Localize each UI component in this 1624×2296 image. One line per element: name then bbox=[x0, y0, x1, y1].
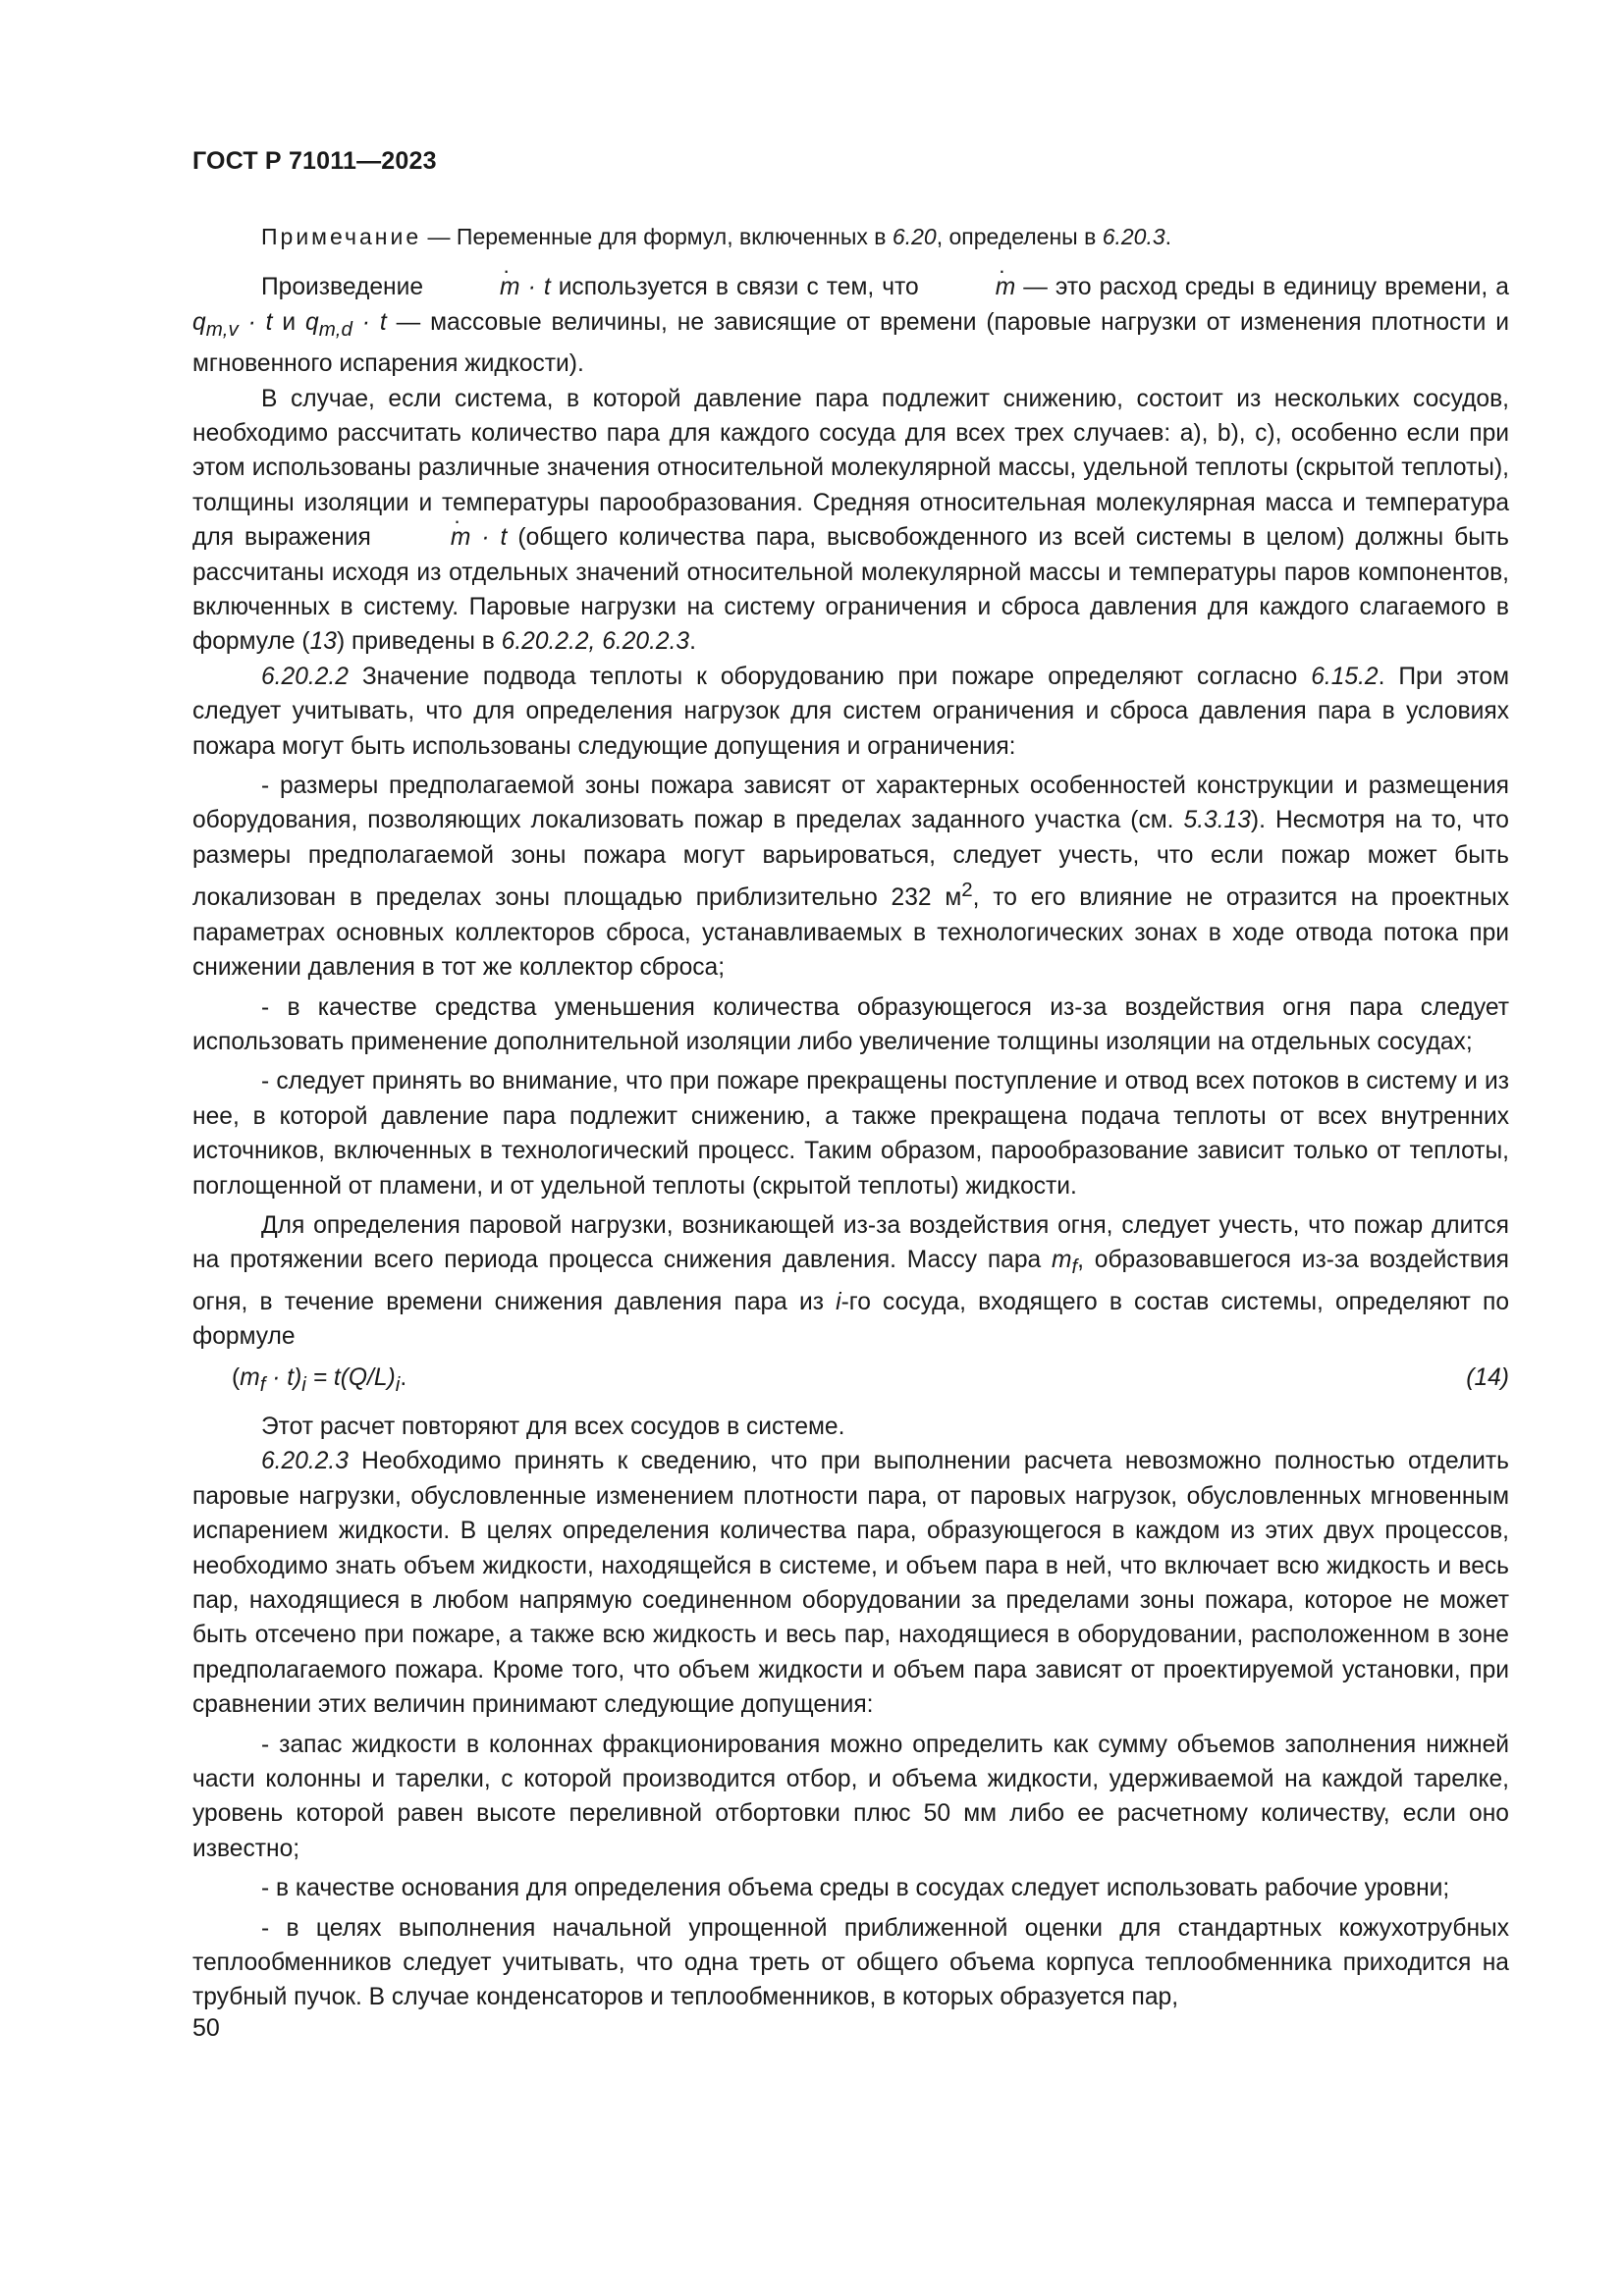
clause-paragraph: 6.20.2.3 Необходимо принять к сведению, что при выполнении расчета невозможно полностью отделить паровые нагрузки, обусловленные изменением плотности пара, от паровых нагрузок, обусловленных мгновенным испарением жидкости. В целях определения количества пара, образующегося в каждом из этих двух процессов, необходимо знать объем жидкости, находящейся в системе, и объем пара в ней, что включает всю жидкость и весь пар, находящиеся в любом напрямую соединенном оборудовании за пределами зоны пожара, которое не может быть отсечено при пожаре, а также всю жидкость и весь пар, находящиеся в оборудовании, расположенном в зоне предполагаемого пожара. Кроме того, что объем жидкости и объем пара зависят от проектируемой установки, при сравнении этих величин принимают следующие допущения: bbox=[192, 1448, 1509, 1719]
clause-number: 6.20.2.2 bbox=[261, 663, 349, 690]
document-body bbox=[192, 220, 1509, 2015]
paragraph: В случае, если система, в которой давление пара подлежит снижению, состоит из нескольких сосудов, необходимо рассчитать количество пара для каждого сосуда для всех трех случаев: а), b), с), особенно если при этом использованы различные значения относительной молекулярной массы, удельной теплоты (скрытой теплоты), толщины изоляции и температуры парообразования. Средняя относительная молекулярная масса и температура для выражения · m · t (общего количества пара, высвобожденного из всей системы в целом) должны быть рассчитаны исходя из отдельных значений относительной молекулярной массы и температуры паров компонентов, включенных в систему. Паровые нагрузки на систему ограничения и сброса давления для каждого слагаемого в формуле (13) приведены в 6.20.2.2, 6.20.2.3. bbox=[192, 382, 1509, 660]
page-number: 50 bbox=[192, 2014, 220, 2042]
formula-number: (14) bbox=[1466, 1363, 1509, 1391]
list-item: - в качестве основания для определения объема среды в сосудах следует использовать рабочие уровни; bbox=[261, 1875, 1450, 1902]
list-item: - размеры предполагаемой зоны пожара зависят от характерных особенностей конструкции и размещения оборудования, позволяющих локализовать пожар в пределах заданного участка (см. 5.3.13). Несмотря на то, что размеры предполагаемой зоны пожара могут варьироваться, следует учесть, что если пожар может быть локализован в пределах зоны площадью приблизительно 232 $м^2$, то его влияние не отразится на проектных параметрах основных коллекторов сброса, устанавливаемых в технологических зонах в ходе отвода потока при снижении давления в тот же коллектор сброса; bbox=[192, 773, 1509, 982]
paragraph: Произведение · m · t используется в связи с тем, что · m — это расход среды в единицу времени, а $q_{m,v} \cdot t$ и $q_{m,d} \cdot t$ — массовые величины, не зависящие от времени (паровые нагрузки от изменения плотности и мгновенного испарения жидкости). bbox=[192, 270, 1509, 381]
note-paragraph: Примечание — Переменные для формул, включенных в 6.20, определены в 6.20.3. bbox=[261, 224, 1172, 249]
paragraph: Этот расчет повторяют для всех сосудов в системе. bbox=[261, 1413, 845, 1440]
note-label: Примечание bbox=[261, 224, 422, 249]
clause-number: 6.20.2.3 bbox=[261, 1448, 349, 1475]
list-item: - в целях выполнения начальной упрощенной приближенной оценки для стандартных кожухотрубных теплообменников следует учитывать, что одна треть от общего объема корпуса теплообменника приходится на трубный пучок. В случае конденсаторов и теплообменников, в которых образуется пар, bbox=[192, 1914, 1509, 2011]
document-header: ГОСТ Р 71011—2023 bbox=[192, 147, 437, 175]
formula: $(m_f \cdot t)_i = t(Q/L)_i$. (14) bbox=[192, 1361, 1509, 1402]
list-item: - следует принять во внимание, что при пожаре прекращены поступление и отвод всех потоков в систему и из нее, в которой давление пара подлежит снижению, а также прекращена подача теплоты от всех внутренних источников, включенных в технологический процесс. Таким образом, парообразование зависит только от теплоты, поглощенной от пламени, и от удельной теплоты (скрытой теплоты) жидкости. bbox=[192, 1068, 1509, 1200]
list-item: - в качестве средства уменьшения количества образующегося из-за воздействия огня пара следует использовать применение дополнительной изоляции либо увеличение толщины изоляции на отдельных сосудах; bbox=[192, 993, 1509, 1056]
paragraph: Для определения паровой нагрузки, возникающей из-за воздействия огня, следует учесть, что пожар длится на протяжении всего периода процесса снижения давления. Массу пара $m_f$, образовавшегося из-за воздействия огня, в течение времени снижения давления пара из i-го сосуда, входящего в состав системы, определяют по формуле bbox=[192, 1212, 1509, 1351]
list-item: - запас жидкости в колоннах фракционирования можно определить как сумму объемов заполнения нижней части колонны и тарелки, с которой производится отбор, и объема жидкости, удерживаемой на каждой тарелке, уровень которой равен высоте переливной отбортовки плюс 50 мм либо ее расчетному количеству, если оно известно; bbox=[192, 1731, 1509, 1862]
clause-paragraph: 6.20.2.2 Значение подвода теплоты к оборудованию при пожаре определяют согласно 6.15.2. При этом следует учитывать, что для определения нагрузок для систем ограничения и сброса давления пара в условиях пожара могут быть использованы следующие допущения и ограничения: bbox=[192, 663, 1509, 760]
